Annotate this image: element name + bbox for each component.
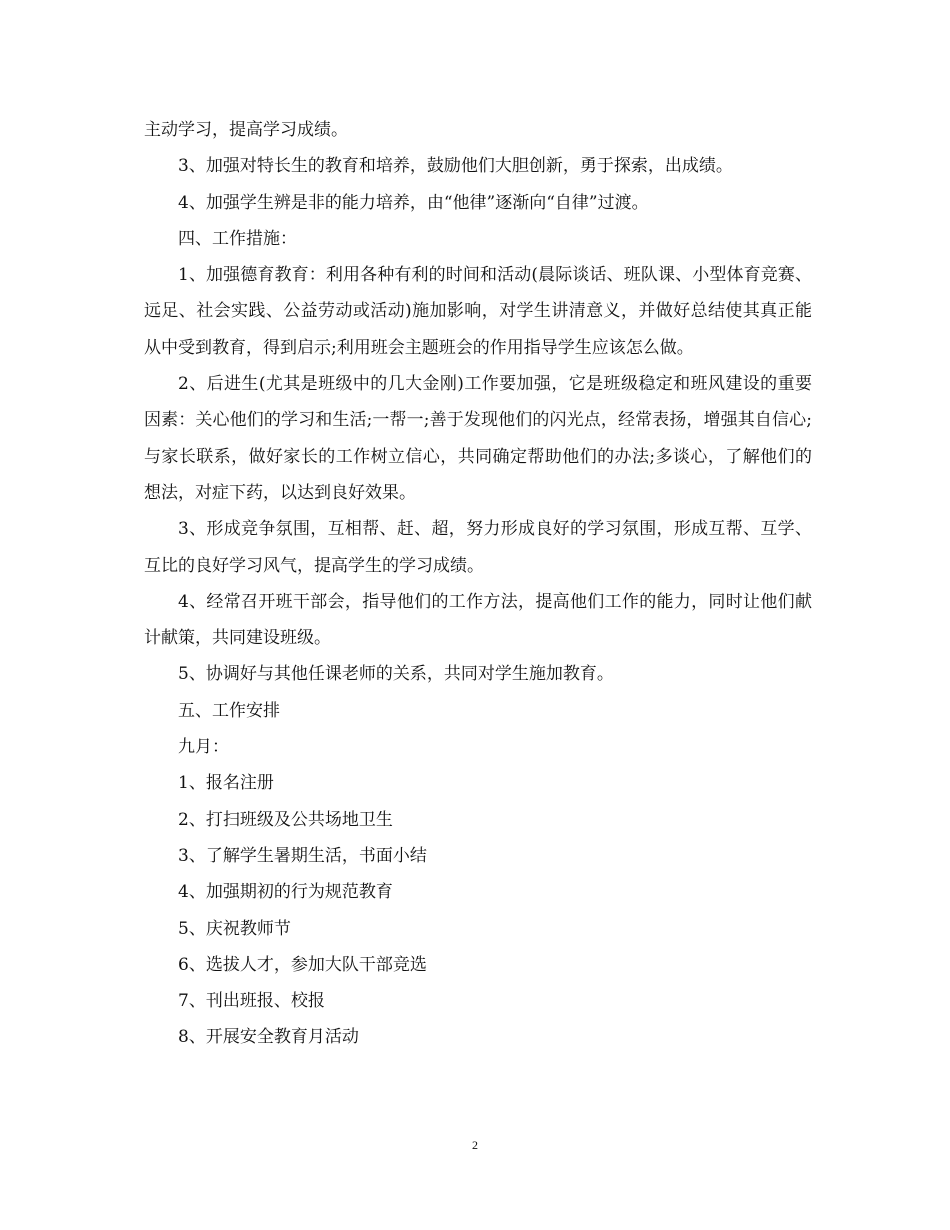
list-item: 5、庆祝教师节 <box>178 918 291 939</box>
paragraph-measure-4: 4、经常召开班干部会，指导他们的工作方法，提高他们工作的能力，同时让他们献计献策，共同建设班级。 <box>144 591 812 649</box>
list-item: 4、加强期初的行为规范教育 <box>178 882 393 903</box>
paragraph-continuation: 主动学习，提高学习成绩。 <box>144 120 348 140</box>
paragraph-measure-5: 5、协调好与其他任课老师的关系，共同对学生施加教育。 <box>178 664 614 685</box>
paragraph-measure-2: 2、后进生(尤其是班级中的几大金刚)工作要加强，它是班级稳定和班风建设的重要因素：关心他们的学习和生活;一帮一;善于发现他们的闪光点，经常表扬，增强其自信心;与家长联系，做好家长的工作树立信心，共同确定帮助他们的办法;多谈心，了解他们的想法，对症下药，以达到良好效果。 <box>144 374 812 503</box>
list-item: 6、选拔人才，参加大队干部竞选 <box>178 954 427 975</box>
list-item: 7、刊出班报、校报 <box>178 991 325 1012</box>
section-heading-schedule: 五、工作安排 <box>178 700 280 721</box>
paragraph-measure-1: 1、加强德育教育：利用各种有利的时间和活动(晨际谈话、班队课、小型体育竞赛、远足、社会实践、公益劳动或活动)施加影响，对学生讲清意义，并做好总结使其真正能从中受到教育，得到启示;利用班会主题班会的作用指导学生应该怎么做。 <box>144 265 812 358</box>
list-item: 2、打扫班级及公共场地卫生 <box>178 809 393 830</box>
paragraph-goal-3: 3、加强对特长生的教育和培养，鼓励他们大胆创新，勇于探索，出成绩。 <box>178 156 733 177</box>
list-item: 3、了解学生暑期生活，书面小结 <box>178 845 427 866</box>
list-item: 1、报名注册 <box>178 773 274 794</box>
page-number: 2 <box>472 1138 478 1152</box>
section-heading-measures: 四、工作措施： <box>178 228 297 249</box>
document-body <box>144 112 812 1056</box>
list-item: 8、开展安全教育月活动 <box>178 1027 359 1048</box>
paragraph-measure-3: 3、形成竞争氛围，互相帮、赶、超，努力形成良好的学习氛围，形成互帮、互学、互比的良好学习风气，提高学生的学习成绩。 <box>144 519 812 576</box>
paragraph-goal-4: 4、加强学生辨是非的能力培养，由“他律”逐渐向“自律”过渡。 <box>178 192 649 213</box>
month-heading-september: 九月： <box>178 737 229 758</box>
